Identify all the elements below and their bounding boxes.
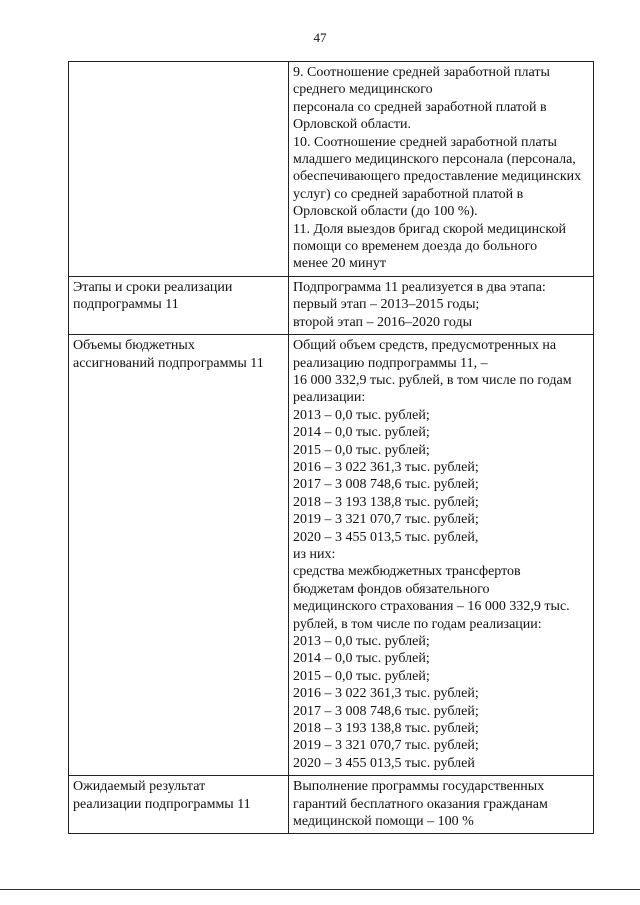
row-content-line: средства межбюджетных трансфертов	[293, 564, 521, 580]
row-content-line: 16 000 332,9 тыс. рублей, в том числе по годам	[293, 372, 572, 388]
row-content-line: 2015 – 0,0 тыс. рублей;	[293, 442, 430, 458]
row-content-line: первый этап – 2013–2015 годы;	[293, 297, 480, 313]
table-row	[69, 776, 594, 834]
row-label-cell	[69, 776, 289, 834]
row-content-line: 2016 – 3 022 361,3 тыс. рублей;	[293, 686, 479, 702]
row-content-line: 2015 – 0,0 тыс. рублей;	[293, 668, 430, 684]
row-content-line: Орловской области (до 100 %).	[293, 204, 478, 220]
row-content-line: 11. Доля выездов бригад скорой медицинской	[293, 221, 566, 237]
row-label-line: подпрограммы 11	[73, 297, 179, 313]
row-content-line: Орловской области.	[293, 117, 412, 133]
row-content-line: рублей, в том числе по годам реализации:	[293, 616, 542, 632]
row-label-line: Объемы бюджетных	[73, 338, 195, 354]
row-content-line: менее 20 минут	[293, 256, 386, 272]
row-content-line: 2019 – 3 321 070,7 тыс. рублей;	[293, 738, 479, 754]
row-content-line: реализацию подпрограммы 11, –	[293, 355, 488, 371]
row-content-line: Выполнение программы государственных	[293, 779, 545, 795]
row-content-line: 2013 – 0,0 тыс. рублей;	[293, 634, 430, 649]
row-label-line: реализации подпрограммы 11	[73, 796, 251, 812]
passport-table	[68, 61, 594, 834]
row-content-line: Подпрограмма 11 реализуется в два этапа:	[293, 279, 546, 295]
row-label-cell	[69, 335, 289, 776]
row-content-cell	[289, 62, 594, 277]
row-content-line: младшего медицинского персонала (персонала,	[293, 152, 576, 168]
table-row	[69, 276, 594, 334]
row-content-line: обеспечивающего предоставление медицинских	[293, 169, 582, 185]
row-content-line: медицинской помощи – 100 %	[293, 814, 474, 830]
row-content-line: 2018 – 3 193 138,8 тыс. рублей;	[293, 494, 479, 510]
row-content-cell	[289, 335, 594, 776]
table-row	[69, 62, 594, 277]
row-content-line: из них:	[293, 546, 336, 562]
row-content-line: 2017 – 3 008 748,6 тыс. рублей;	[293, 477, 479, 493]
row-content-line: 2014 – 0,0 тыс. рублей;	[293, 425, 430, 441]
row-content-line: бюджетам фондов обязательного	[293, 581, 490, 597]
row-label-line: ассигнований подпрограммы 11	[73, 355, 264, 371]
row-content-line: 2016 – 3 022 361,3 тыс. рублей;	[293, 459, 479, 475]
row-content-line: второй этап – 2016–2020 годы	[293, 314, 473, 330]
row-content-line: гарантий бесплатного оказания гражданам	[293, 796, 548, 812]
row-label-cell	[69, 276, 289, 334]
row-content-cell	[289, 776, 594, 834]
table-body	[69, 62, 594, 834]
table-row	[69, 335, 594, 776]
row-content-line: 2014 – 0,0 тыс. рублей;	[293, 651, 430, 667]
row-content-line: медицинского страхования – 16 000 332,9 тыс.	[293, 599, 570, 615]
row-content-line: персонала со средней заработной платой в	[293, 99, 547, 115]
row-content-line: помощи со временем доезда до больного	[293, 239, 538, 255]
row-content-cell	[289, 276, 594, 334]
row-label-cell	[69, 62, 289, 277]
row-label-line: Ожидаемый результат	[73, 779, 206, 795]
bottom-rule	[0, 889, 640, 890]
row-content-line: среднего медицинского	[293, 82, 433, 98]
row-content-line: 9. Соотношение средней заработной платы	[293, 65, 550, 80]
row-label-line: Этапы и сроки реализации	[73, 279, 233, 295]
row-content-line: Общий объем средств, предусмотренных на	[293, 338, 557, 354]
row-content-line: 2019 – 3 321 070,7 тыс. рублей;	[293, 512, 479, 528]
row-content-line: 2013 – 0,0 тыс. рублей;	[293, 407, 430, 423]
row-content-line: 10. Соотношение средней заработной платы	[293, 134, 557, 150]
row-content-line: 2018 – 3 193 138,8 тыс. рублей;	[293, 721, 479, 737]
row-content-line: 2020 – 3 455 013,5 тыс. рублей,	[293, 529, 479, 545]
row-content-line: 2017 – 3 008 748,6 тыс. рублей;	[293, 703, 479, 719]
page-number: 47	[313, 30, 327, 45]
row-content-line: реализации:	[293, 390, 366, 406]
row-content-line: услуг) со средней заработной платой в	[293, 186, 524, 202]
row-content-line: 2020 – 3 455 013,5 тыс. рублей	[293, 755, 475, 771]
